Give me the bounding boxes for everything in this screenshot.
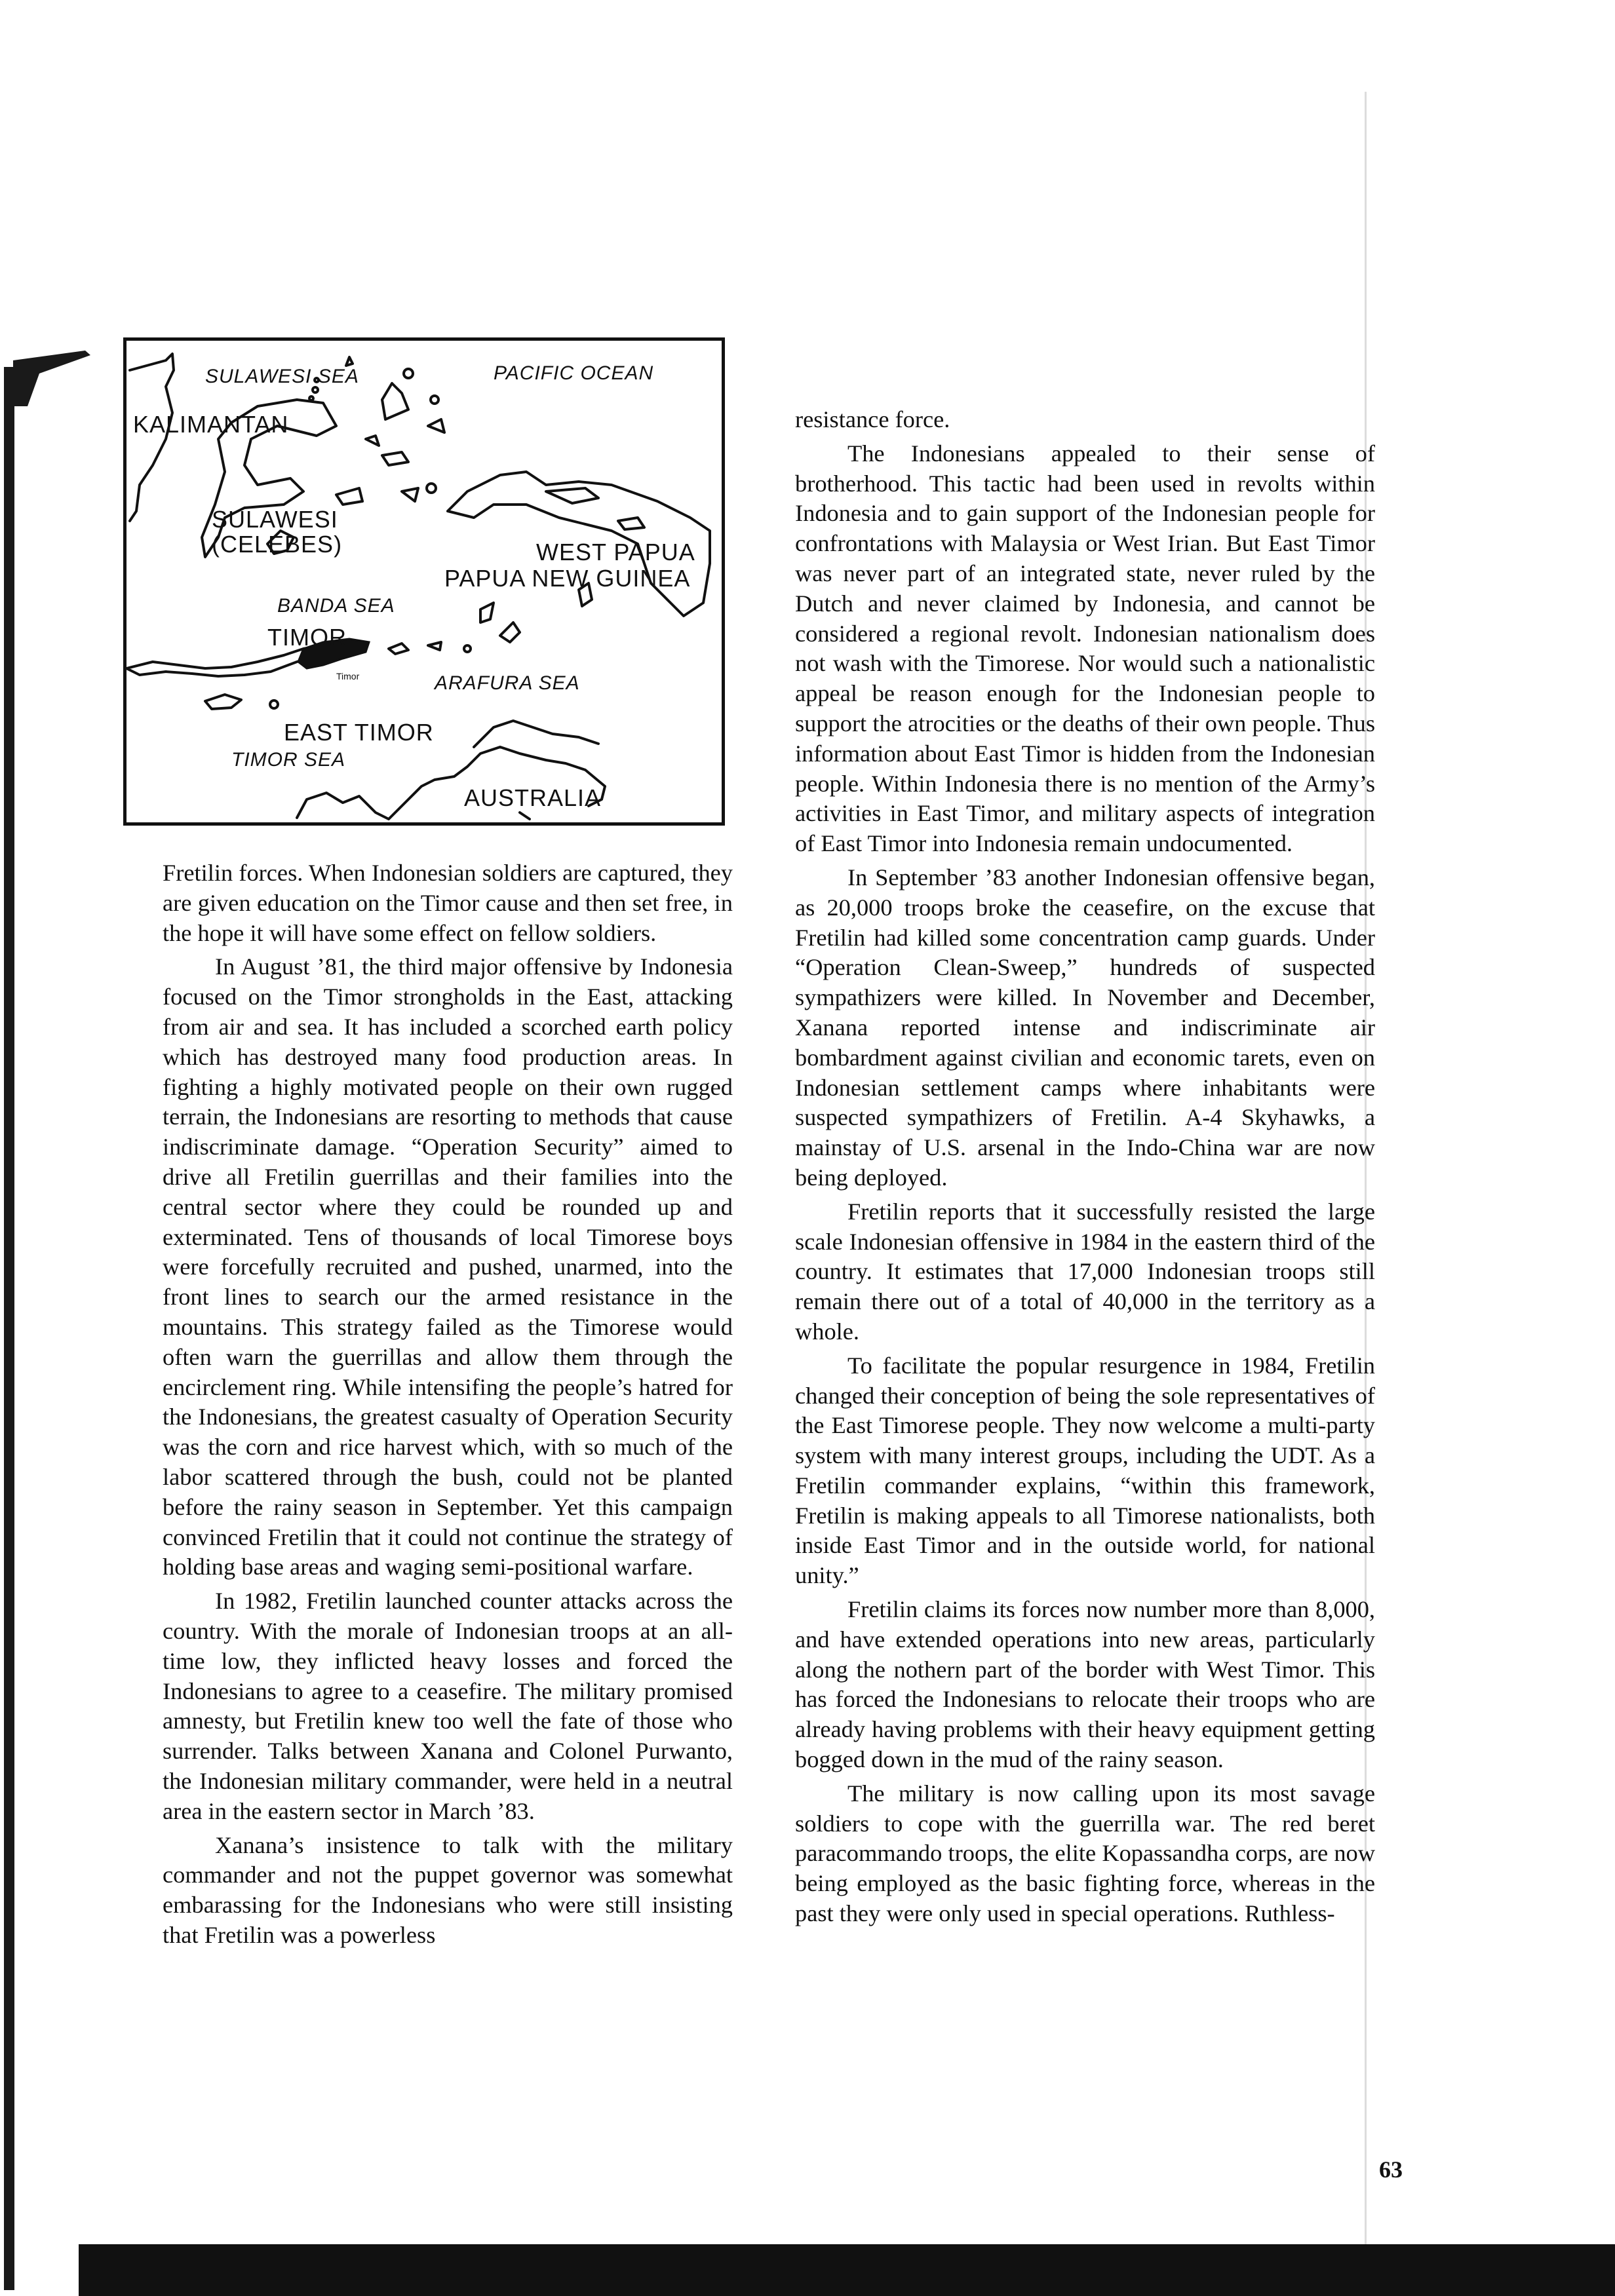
map-label-pacific-ocean: PACIFIC OCEAN xyxy=(494,362,654,384)
map-label-kalimantan: KALIMANTAN xyxy=(133,411,289,438)
scan-bottom-bar xyxy=(79,2244,1615,2296)
paragraph: resistance force. xyxy=(795,406,950,432)
map-label-australia: AUSTRALIA xyxy=(464,784,602,811)
left-column xyxy=(163,858,733,1951)
paragraph: To facilitate the popular resurgence in 1984, Fretilin changed their conception of being the sole representatives of the East Timorese people. They now welcome a multi-party system with many interest groups, including the UDT. As a Fretilin commander explains, “within this framework, Fretilin is making appeals to all Timorese nationalists, both inside East Timor and in the outside world, for national unity.” xyxy=(795,1352,1375,1589)
map-label-banda-sea: BANDA SEA xyxy=(277,595,395,617)
map-label-timor: TIMOR xyxy=(267,624,347,651)
paragraph: The military is now calling upon its most savage soldiers to cope with the guerrilla war. The red beret paracommando troops, the elite Kopassandha corps, are now being employed as the basic fighting force, whereas in the past they were only used in special operations. Ruthless- xyxy=(795,1780,1375,1927)
map-label-papua-new-guinea: PAPUA NEW GUINEA xyxy=(444,565,691,592)
map-label-timor-sea: TIMOR SEA xyxy=(231,749,346,771)
paragraph: The Indonesians appealed to their sense of brotherhood. This tactic had been used in revolts within Indonesia and to gain support of the Indonesian people for confrontations with Malaysia or West Irian. But East Timor was never part of an integrated state, never ruled by the Dutch and never claimed by Indonesia, and cannot be considered a regional revolt. Indonesian nationalism does not wash with the Timorese. Nor would such a nationalistic appeal be reason enough for the Indonesian people to support the atrocities or the deaths of their own people. Thus information about East Timor is hidden from the Indonesian people. Within Indonesia there is no mention of the Army’s activities in East Timor, and military aspects of integration of East Timor into Indonesia remain undocumented. xyxy=(795,440,1375,857)
paragraph: Xanana’s insistence to talk with the military commander and not the puppet governor was somewhat embarassing for the Indonesians who were still insisting that Fretilin was a powerless xyxy=(163,1831,733,1948)
map-label-arafura-sea: ARAFURA SEA xyxy=(435,672,580,694)
region-map xyxy=(123,337,725,826)
binding-edge-flare xyxy=(13,347,92,406)
map-label-timor-small: Timor xyxy=(336,671,360,681)
map-label-west-papua: WEST PAPUA xyxy=(536,539,695,565)
paragraph: In 1982, Fretilin launched counter attacks across the country. With the morale of Indonesian troops at an all-time low, they inflicted heavy losses and forced the Indonesians to agree to a ceasefire. The military promised amnesty, but Fretilin knew too well the fate of those who surrender. Talks between Xanana and Colonel Purwanto, the Indonesian military commander, were held in a neutral area in the eastern sector in March ’83. xyxy=(163,1588,733,1824)
binding-edge xyxy=(4,367,14,2290)
right-column xyxy=(795,405,1375,1929)
map-label-east-timor: EAST TIMOR xyxy=(284,719,434,746)
paragraph: Fretilin reports that it successfully resisted the large scale Indonesian offensive in 1984 in the eastern third of the country. It estimates that 17,000 Indonesian troops still remain there out of a total of 40,000 in the territory as a whole. xyxy=(795,1198,1375,1345)
map-label-sulawesi-sea: SULAWESI SEA xyxy=(205,366,359,387)
paragraph: In September ’83 another Indonesian offensive began, as 20,000 troops broke the ceasefire, on the excuse that Fretilin had killed some concentration camp guards. Under “Operation Clean-Sweep,” hundreds of suspected sympathizers were killed. In November and December, Xanana reported intense and indiscriminate air bombardment against civilian and economic tarets, even on Indonesian settlement camps where inhabitants were suspected sympathizers of Fretilin. A-4 Skyhawks, a mainstay of U.S. arsenal in the Indo-China war are now being deployed. xyxy=(795,864,1375,1191)
paragraph: In August ’81, the third major offensive by Indonesia focused on the Timor strongholds in the East, attacking from air and sea. It has included a scorched earth policy which has destroyed many food production areas. In fighting a highly motivated people on their own rugged terrain, the Indonesians are resorting to methods that cause indiscriminate damage. “Operation Security” aimed to drive all Fretilin guerrillas and their families into the central sector where they could be rounded up and exterminated. Tens of thousands of local Timorese boys were forcefully recruited and pushed, unarmed, into the front lines to search our the armed resistance in the mountains. This strategy failed as the Timorese would often warn the guerrillas and allow them through the encirclement ring. While intensifing the people’s hatred for the Indonesians, the greatest casualty of Operation Security was the corn and rice harvest which, with so much of the labor scattered through the bush, could not be planted before the rainy season in September. Yet this campaign convinced Fretilin that it could not continue the strategy of holding base areas and waging semi-positional warfare. xyxy=(163,953,733,1580)
map-label-sulawesi: SULAWESI xyxy=(212,506,338,533)
map-label-celebes: (CELEBES) xyxy=(212,531,343,558)
paragraph: Fretilin claims its forces now number more than 8,000, and have extended operations into new areas, particularly along the nothern part of the border with West Timor. This has forced the Indonesians to relocate their troops who are already having problems with their heavy equipment getting bogged down in the mud of the rainy season. xyxy=(795,1596,1375,1773)
paragraph: Fretilin forces. When Indonesian soldiers are captured, they are given education on the Timor cause and then set free, in the hope it will have some effect on fellow soldiers. xyxy=(163,860,733,946)
page-number: 63 xyxy=(1379,2156,1403,2183)
